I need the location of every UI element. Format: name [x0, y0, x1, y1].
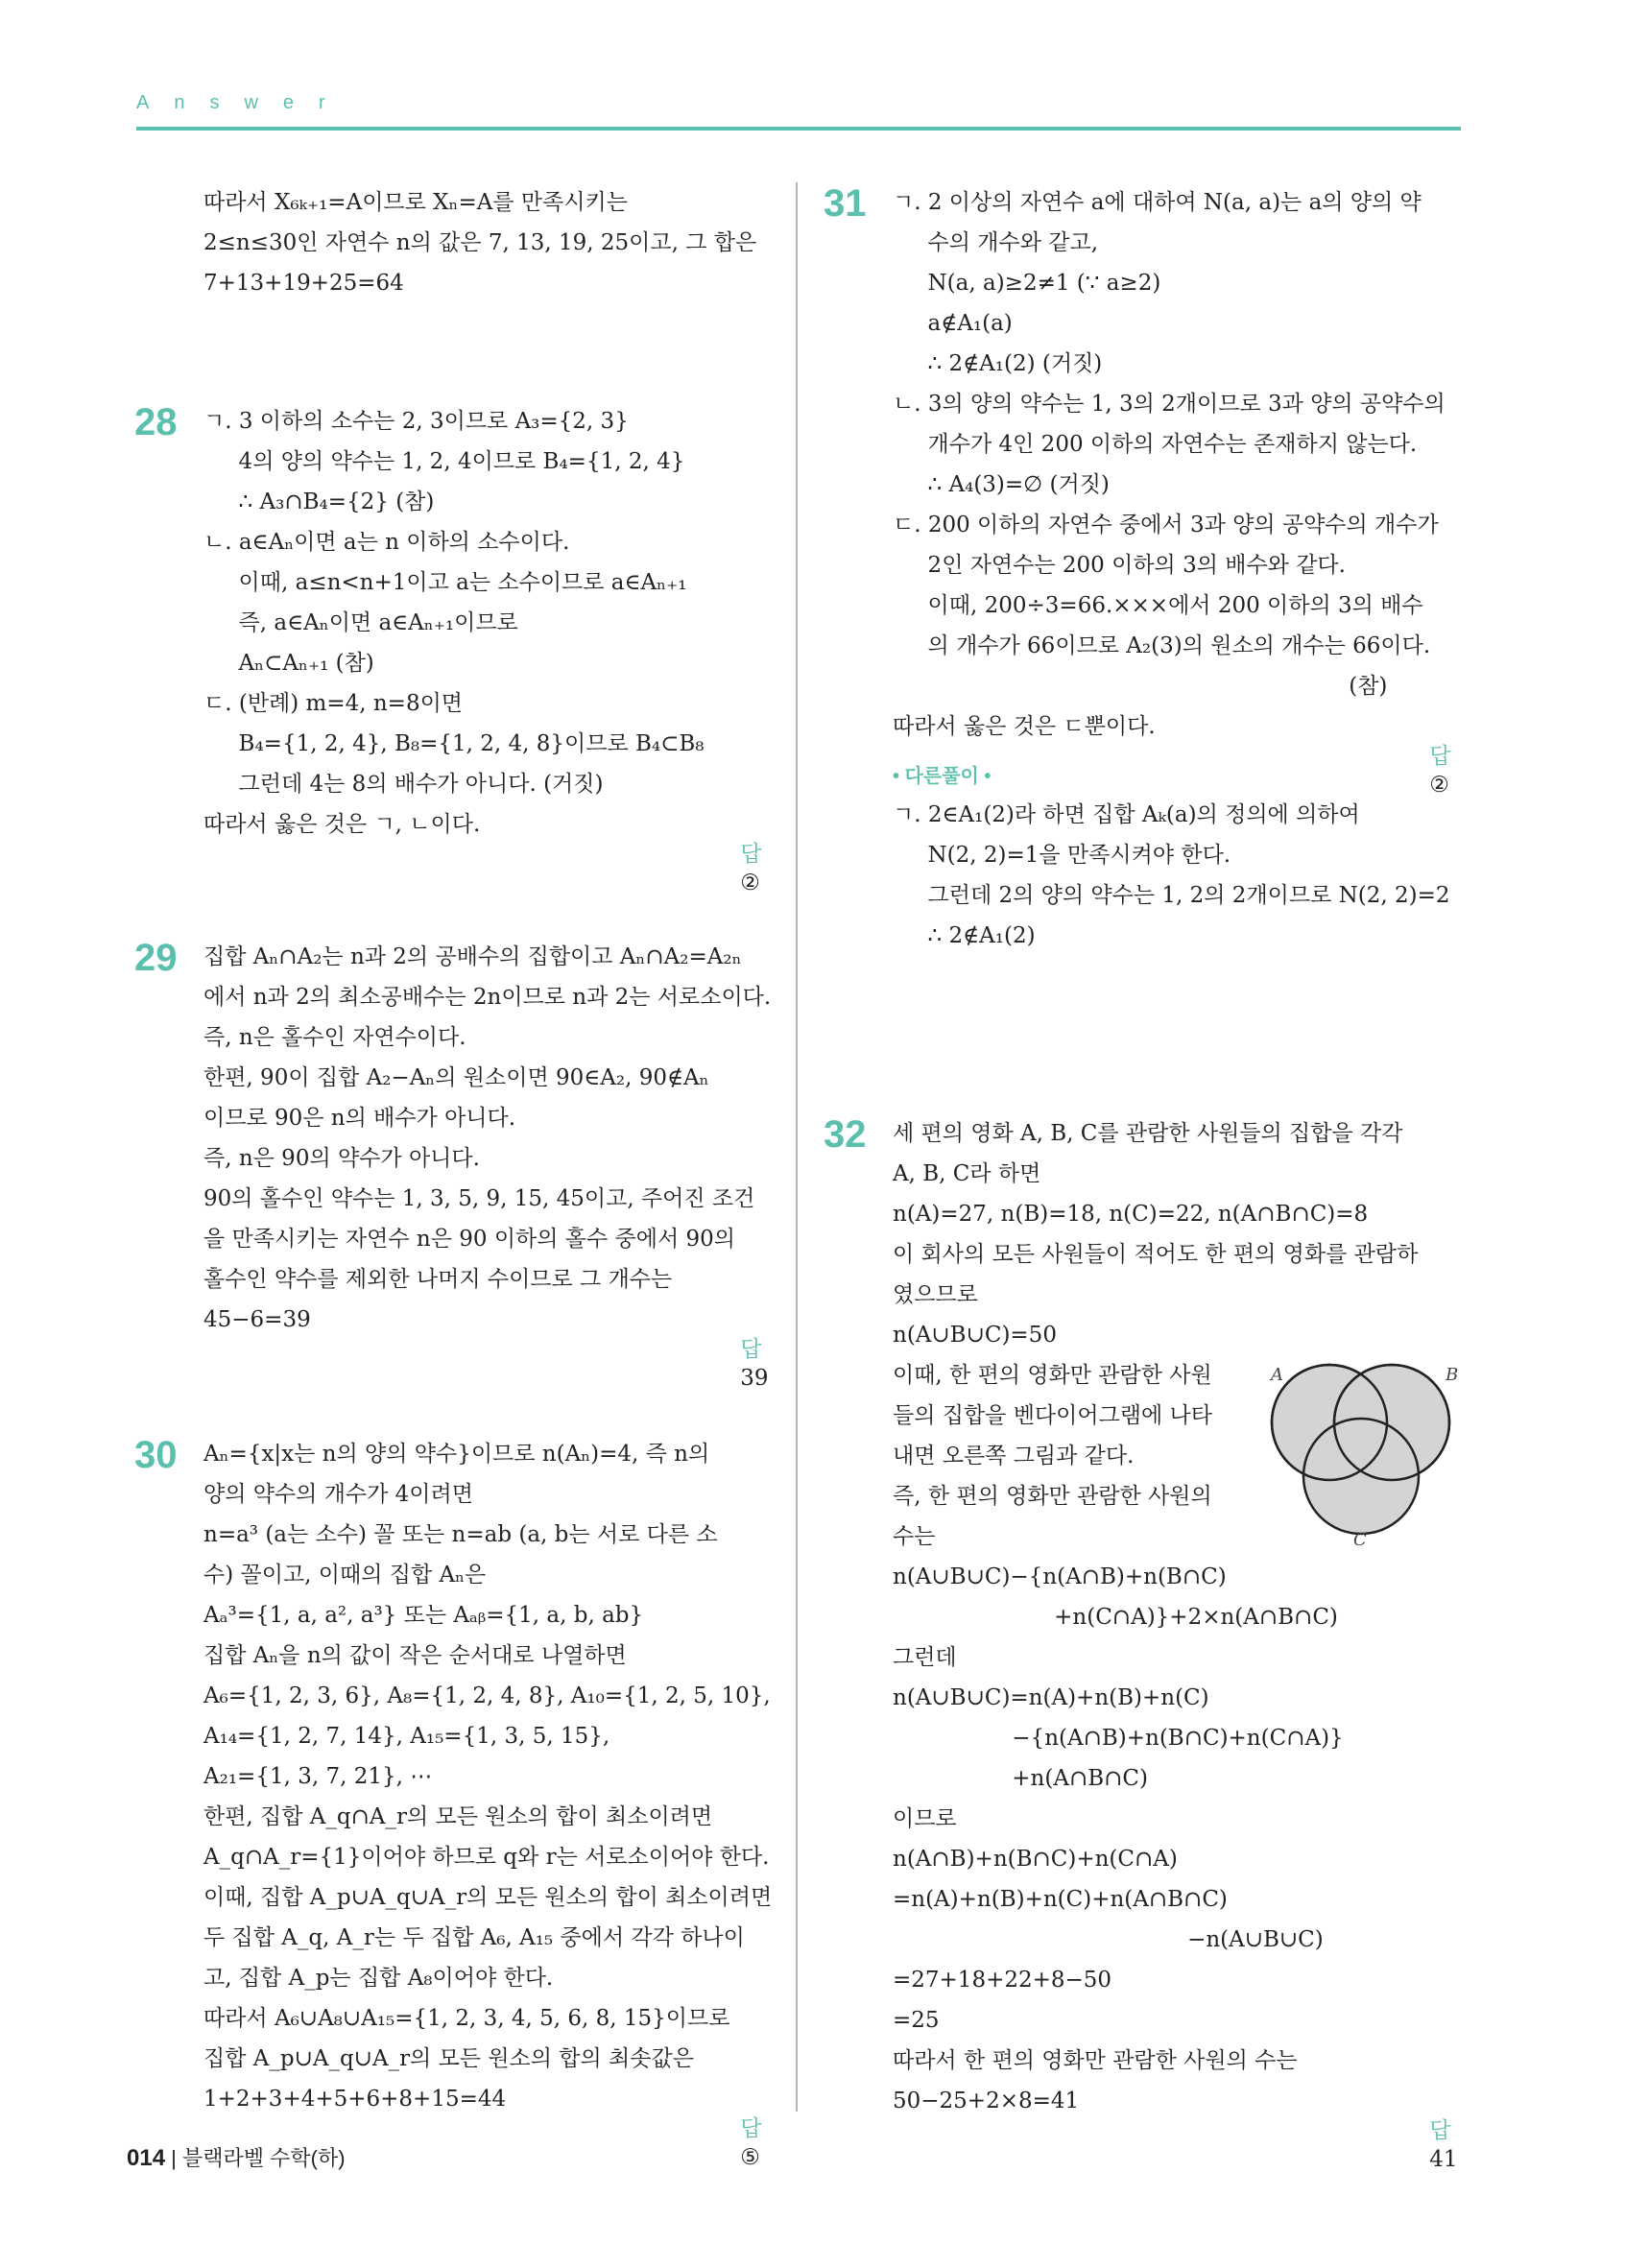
question-number: 29 [134, 937, 178, 979]
text-line: 이므로 [893, 1806, 957, 1831]
text-line: n=a³ (a는 소수) 꼴 또는 n=ab (a, b는 서로 다른 소 [203, 1522, 718, 1547]
text-line: +n(C∩A)}+2×n(A∩B∩C) [893, 1605, 1338, 1630]
text-line: 45−6=39 [203, 1307, 311, 1332]
text-line: N(2, 2)=1을 만족시켜야 한다. [893, 843, 1231, 868]
text-line: =27+18+22+8−50 [893, 1968, 1112, 1993]
text-line: 을 만족시키는 자연수 n은 90 이하의 홀수 중에서 90의 [203, 1227, 735, 1252]
text-line: ㄱ. 3 이하의 소수는 2, 3이므로 A₃={2, 3} [203, 409, 629, 434]
venn-label-c: C [1353, 1530, 1367, 1545]
text-line: 한편, 집합 A_q∩A_r의 모든 원소의 합이 최소이려면 [203, 1804, 713, 1829]
text-line: 양의 약수의 개수가 4이려면 [203, 1482, 473, 1507]
text-line: 1+2+3+4+5+6+8+15=44 [203, 2087, 507, 2112]
text-line: 이므로 90은 n의 배수가 아니다. [203, 1106, 516, 1131]
text-line: ∴ A₄(3)=∅ (거짓) [893, 472, 1110, 497]
text-line: Aₙ={x|x는 n의 양의 약수}이므로 n(Aₙ)=4, 즉 n의 [203, 1442, 710, 1467]
answer-value: ⑤ [740, 2145, 760, 2170]
question-number: 30 [134, 1434, 178, 1476]
text-line: 두 집합 A_q, A_r는 두 집합 A₆, A₁₅ 중에서 각각 하나이 [203, 1925, 745, 1950]
text-line: 집합 Aₙ∩A₂는 n과 2의 공배수의 집합이고 Aₙ∩A₂=A₂ₙ [203, 944, 742, 969]
text-line: ∴ 2∉A₁(2) [893, 923, 1036, 948]
venn-circle-c [1303, 1419, 1419, 1534]
text-line: 내면 오른쪽 그림과 같다. [893, 1444, 1135, 1468]
text-line: 2≤n≤30인 자연수 n의 값은 7, 13, 19, 25이고, 그 합은 [203, 230, 757, 255]
column-divider [796, 182, 798, 2112]
venn-label-a: A [1271, 1365, 1283, 1385]
text-line: 이때, 집합 A_p∪A_q∪A_r의 모든 원소의 합이 최소이려면 [203, 1885, 773, 1910]
text-line: 따라서 옳은 것은 ㄱ, ㄴ이다. [203, 812, 481, 837]
text-line: N(a, a)≥2≠1 (∵ a≥2) [893, 271, 1161, 296]
text-line: 세 편의 영화 A, B, C를 관람한 사원들의 집합을 각각 [893, 1121, 1403, 1146]
answer-label: 답 [1429, 2117, 1451, 2142]
book-title: 블랙라벨 수학(하) [182, 2146, 346, 2170]
text-line: A_q∩A_r={1}이어야 하므로 q와 r는 서로소이어야 한다. [203, 1845, 770, 1870]
text-line: A₆={1, 2, 3, 6}, A₈={1, 2, 4, 8}, A₁₀={1, 2, 5, 10}, [203, 1683, 771, 1708]
text-line: 고, 집합 A_p는 집합 A₈이어야 한다. [203, 1966, 554, 1991]
answer [712, 2085, 761, 2201]
text-line: 2인 자연수는 200 이하의 3의 배수와 같다. [893, 553, 1346, 578]
text-line: 들의 집합을 벤다이어그램에 나타 [893, 1403, 1212, 1428]
text-line: 즉, 한 편의 영화만 관람한 사원의 [893, 1484, 1212, 1509]
answer-label: 답 [1429, 743, 1451, 768]
text-line: ㄴ. 3의 양의 약수는 1, 3의 2개이므로 3과 양의 공약수의 [893, 392, 1446, 417]
text-line: 이때, 200÷3=66.×××에서 200 이하의 3의 배수 [893, 593, 1423, 618]
alternative-solution-title: • 다른풀이 • [893, 766, 992, 787]
footer-separator: | [171, 2146, 182, 2170]
venn-diagram [1257, 1353, 1469, 1545]
text-line: 7+13+19+25=64 [203, 271, 404, 296]
text-line: ㄴ. a∈Aₙ이면 a는 n 이하의 소수이다. [203, 530, 570, 555]
text-line: n(A∪B∪C)=n(A)+n(B)+n(C) [893, 1685, 1209, 1710]
text-line: 의 개수가 66이므로 A₂(3)의 원소의 개수는 66이다. [893, 633, 1431, 658]
question-number: 28 [134, 401, 178, 443]
text-line: 수) 꼴이고, 이때의 집합 Aₙ은 [203, 1563, 487, 1588]
header-rule [136, 127, 1461, 131]
text-line: ㄷ. (반례) m=4, n=8이면 [203, 691, 464, 716]
text-line: A, B, C라 하면 [893, 1161, 1041, 1186]
text-line: −n(A∪B∪C) [893, 1927, 1324, 1952]
text-line: 그런데 [893, 1645, 957, 1670]
text-line: 한편, 90이 집합 A₂−Aₙ의 원소이면 90∈A₂, 90∉Aₙ [203, 1065, 709, 1090]
answer-label: 답 [740, 2115, 762, 2140]
page-header [136, 92, 1461, 114]
text-line: n(A∪B∪C)=50 [893, 1323, 1057, 1348]
text-line: A₁₄={1, 2, 7, 14}, A₁₅={1, 3, 5, 15}, [203, 1724, 610, 1749]
text-line: n(A∪B∪C)−{n(A∩B)+n(B∩C) [893, 1564, 1227, 1589]
text-line: n(A∩B)+n(B∩C)+n(C∩A) [893, 1847, 1178, 1872]
text-line: n(A)=27, n(B)=18, n(C)=22, n(A∩B∩C)=8 [893, 1202, 1369, 1227]
page-footer [127, 2142, 346, 2172]
answer [1401, 2087, 1458, 2203]
answer-label: 답 [740, 1336, 762, 1361]
text-line: 수의 개수와 같고, [893, 230, 1099, 255]
text-line: Aₙ⊂Aₙ₊₁ (참) [203, 651, 374, 676]
venn-label-b: B [1446, 1365, 1459, 1385]
text-line: (참) [893, 674, 1388, 699]
question-number: 32 [824, 1113, 867, 1156]
text-line: 이 회사의 모든 사원들이 적어도 한 편의 영화를 관람하 [893, 1242, 1419, 1267]
answer [712, 1305, 769, 1421]
text-line: =n(A)+n(B)+n(C)+n(A∩B∩C) [893, 1887, 1228, 1912]
text-line: ㄷ. 200 이하의 자연수 중에서 3과 양의 공약수의 개수가 [893, 513, 1439, 537]
text-line: 였으므로 [893, 1282, 978, 1307]
text-line: ㄱ. 2 이상의 자연수 a에 대하여 N(a, a)는 a의 양의 약 [893, 190, 1422, 215]
text-line: 그런데 4는 8의 배수가 아니다. (거짓) [203, 772, 604, 797]
text-line: 4의 양의 약수는 1, 2, 4이므로 B₄={1, 2, 4} [203, 449, 685, 474]
text-line: 집합 A_p∪A_q∪A_r의 모든 원소의 합의 최솟값은 [203, 2046, 694, 2071]
text-line: B₄={1, 2, 4}, B₈={1, 2, 4, 8}이므로 B₄⊂B₈ [203, 731, 705, 756]
text-line: 즉, n은 90의 약수가 아니다. [203, 1146, 480, 1171]
text-line: ㄱ. 2∈A₁(2)라 하면 집합 Aₖ(a)의 정의에 의하여 [893, 802, 1360, 827]
text-line: ∴ A₃∩B₄={2} (참) [203, 489, 435, 514]
header-title: Answer [136, 92, 350, 113]
answer [712, 810, 761, 926]
question-number: 31 [824, 182, 867, 225]
text-line: 수는 [893, 1524, 936, 1549]
text-line: 50−25+2×8=41 [893, 2089, 1080, 2113]
text-line: ∴ 2∉A₁(2) (거짓) [893, 351, 1103, 376]
answer-label: 답 [740, 841, 762, 866]
text-line: 따라서 X₆ₖ₊₁=A이므로 Xₙ=A를 만족시키는 [203, 190, 628, 215]
text-line: a∉A₁(a) [893, 311, 1013, 336]
text-line: =25 [893, 2008, 940, 2033]
text-line: 즉, a∈Aₙ이면 a∈Aₙ₊₁이므로 [203, 610, 518, 635]
text-line: 따라서 옳은 것은 ㄷ뿐이다. [893, 714, 1156, 739]
text-line: 즉, n은 홀수인 자연수이다. [203, 1025, 466, 1050]
text-line: 90의 홀수인 약수는 1, 3, 5, 9, 15, 45이고, 주어진 조건 [203, 1186, 755, 1211]
text-line: 홀수인 약수를 제외한 나머지 수이므로 그 개수는 [203, 1267, 673, 1292]
answer-value: ② [740, 871, 760, 895]
text-line: Aₐ³={1, a, a², a³} 또는 Aₐᵦ={1, a, b, ab} [203, 1603, 644, 1628]
text-line: 에서 n과 2의 최소공배수는 2n이므로 n과 2는 서로소이다. [203, 985, 772, 1010]
text-line: 집합 Aₙ을 n의 값이 작은 순서대로 나열하면 [203, 1643, 627, 1668]
text-line: 따라서 A₆∪A₈∪A₁₅={1, 2, 3, 4, 5, 6, 8, 15}이므로 [203, 2006, 730, 2031]
answer-value: 39 [740, 1366, 769, 1391]
answer [1401, 712, 1450, 828]
text-line: 이때, a≤n<n+1이고 a는 소수이므로 a∈Aₙ₊₁ [203, 570, 687, 595]
text-line: 개수가 4인 200 이하의 자연수는 존재하지 않는다. [893, 432, 1418, 457]
text-line: 이때, 한 편의 영화만 관람한 사원 [893, 1363, 1212, 1388]
text-line: 그런데 2의 양의 약수는 1, 2의 2개이므로 N(2, 2)=2 [893, 883, 1450, 908]
text-line: 따라서 한 편의 영화만 관람한 사원의 수는 [893, 2048, 1298, 2073]
text-line: A₂₁={1, 3, 7, 21}, ⋯ [203, 1764, 433, 1789]
page-number: 014 [127, 2145, 166, 2171]
text-line: +n(A∩B∩C) [893, 1766, 1148, 1791]
answer-value: ② [1429, 773, 1449, 798]
answer-value: 41 [1429, 2147, 1458, 2172]
text-line: −{n(A∩B)+n(B∩C)+n(C∩A)} [893, 1726, 1344, 1751]
